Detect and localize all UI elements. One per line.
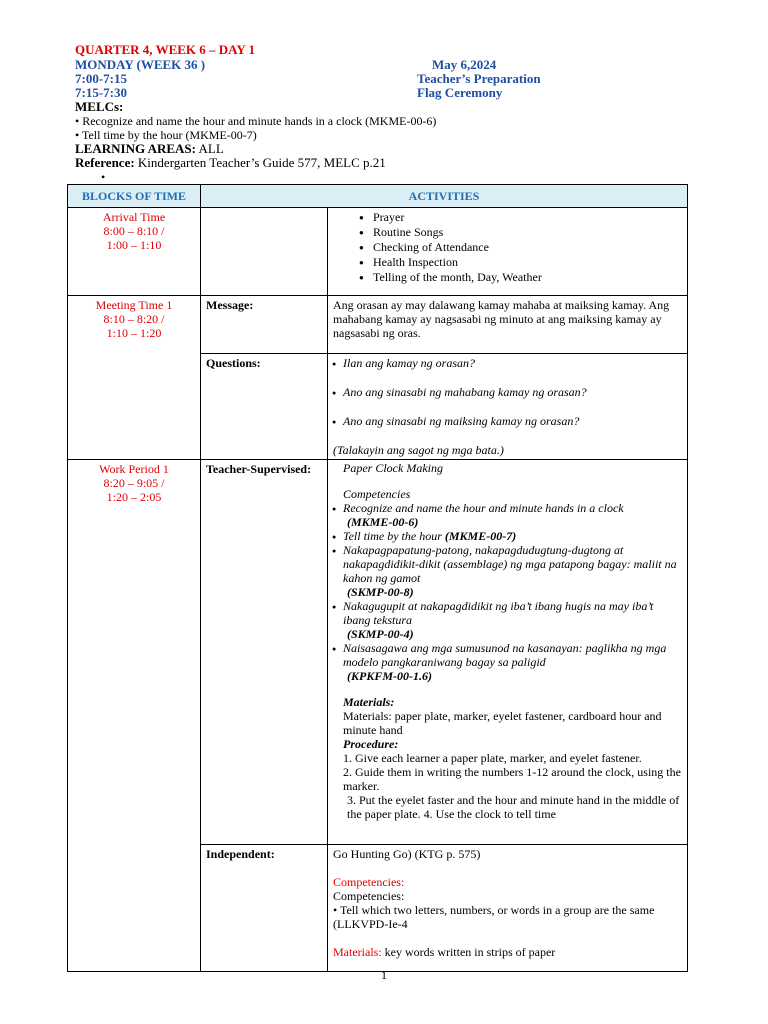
competency-2-text: Tell time by the hour (343, 529, 442, 543)
independent-materials (333, 945, 682, 959)
reference (75, 156, 386, 170)
time-slot-1-activity: Teacher’s Preparation (417, 71, 541, 86)
day-title: MONDAY (WEEK 36 ) (75, 57, 206, 72)
arrival-time-cell (68, 208, 201, 296)
work-period-range-2: 1:20 – 2:05 (106, 490, 162, 504)
procedure-step-3: 3. Put the eyelet faster and the hour and minute hand in the middle of the paper plate. 4. Use the clock to tell time (347, 793, 680, 821)
table-row (68, 208, 688, 296)
list-item: ● Telling of the month, Day, Weather (373, 270, 682, 285)
procedure-step-1: 1. Give each learner a paper plate, marker, and eyelet fastener. (343, 751, 642, 765)
list-item: ● Checking of Attendance (373, 240, 682, 255)
lesson-plan-table (67, 184, 688, 972)
activity-title: Paper Clock Making (343, 461, 443, 475)
question-2: ● Ano ang sinasabi ng mahabang kamay ng orasan? (333, 385, 682, 399)
table-header-row (68, 185, 688, 208)
date: May 6,2024 (432, 57, 497, 72)
independent-competency-1: • Tell which two letters, numbers, or words in a group are the same (LLKVPD-Ie-4 (333, 903, 655, 931)
question-3: ● Ano ang sinasabi ng maiksing kamay ng orasan? (333, 414, 682, 428)
reference-value: Kindergarten Teacher’s Guide 577, MELC p.21 (137, 155, 386, 170)
melc-item-2: • Tell time by the hour (MKME-00-7) (75, 128, 257, 142)
independent-competencies-label: Competencies: (333, 889, 405, 903)
independent-activity: Go Hunting Go) (KTG p. 575) (333, 847, 481, 861)
melc-item-1: • Recognize and name the hour and minute hands in a clock (MKME-00-6) (75, 114, 437, 128)
learning-areas (75, 142, 224, 156)
procedure-label: Procedure: (343, 737, 399, 751)
competency-1-code: (MKME-00-6) (347, 515, 419, 529)
competency-4-code: (SKMP-00-4) (347, 627, 414, 641)
materials-text: Materials: paper plate, marker, eyelet fastener, cardboard hour and minute hand (343, 709, 662, 737)
competency-2 (333, 529, 682, 543)
questions-label: Questions: (201, 354, 328, 460)
work-period-cell (68, 460, 201, 972)
competency-2-code: (MKME-00-7) (444, 529, 517, 543)
work-period-range-1: 8:20 – 9:05 / (103, 476, 165, 490)
list-item: ● Routine Songs (373, 225, 682, 240)
arrival-time-range-2: 1:00 – 1:10 (106, 238, 162, 252)
competencies-label: Competencies (343, 487, 411, 501)
table-row (68, 460, 688, 845)
arrival-activities-list (333, 210, 682, 285)
materials-label: Materials: (343, 695, 395, 709)
competency-4: ● Nakagugupit at nakapagdidikit ng iba’t ibang hugis na may iba’t ibang tekstura (333, 599, 682, 627)
competency-5-code: (KPKFM-00-1.6) (347, 669, 432, 683)
quarter-title: QUARTER 4, WEEK 6 – DAY 1 (75, 42, 256, 57)
meeting-time-range-1: 8:10 – 8:20 / (103, 312, 165, 326)
competency-1: ● Recognize and name the hour and minute hands in a clock (333, 501, 682, 515)
meeting-time-range-2: 1:10 – 1:20 (106, 326, 162, 340)
time-slot-2: 7:15-7:30 (75, 85, 127, 100)
blocks-of-time-header: BLOCKS OF TIME (68, 185, 201, 208)
message-text: Ang orasan ay may dalawang kamay mahaba at maiksing kamay. Ang mahabang kamay ay nagsasabi ng minuto at ang maiksing kamay ay nagsasabi ng oras. (328, 296, 688, 354)
question-1: ● Ilan ang kamay ng orasan? (333, 356, 682, 370)
table-row (68, 296, 688, 354)
competency-5: ● Naisasagawa ang mga sumusunod na kasanayan: paglikha ng mga modelo pangkaraniwang bagay sa paligid (333, 641, 682, 669)
meeting-time-name: Meeting Time 1 (95, 298, 173, 312)
independent-materials-label: Materials: (333, 945, 382, 959)
independent-materials-text: key words written in strips of paper (381, 945, 556, 959)
competency-3: ● Nakapagpapatung-patong, nakapagdudugtung-dugtong at nakapagdidikit-dikit (assemblage) ng mga patapong bagay: maliit na kahon ng gamot (333, 543, 682, 585)
page-number: 1 (381, 968, 387, 982)
empty-cell (201, 208, 328, 296)
list-item: ● Prayer (373, 210, 682, 225)
message-label: Message: (201, 296, 328, 354)
teacher-supervised-cell (328, 460, 688, 845)
learning-areas-value: ALL (198, 141, 224, 156)
arrival-activities-cell (328, 208, 688, 296)
competency-3-code: (SKMP-00-8) (347, 585, 414, 599)
teacher-supervised-label: Teacher-Supervised: (201, 460, 328, 845)
procedure-step-2: 2. Guide them in writing the numbers 1-12 around the clock, using the marker. (343, 765, 681, 793)
arrival-time-name: Arrival Time (102, 210, 166, 224)
discussion-note: (Talakayin ang sagot ng mga bata.) (333, 443, 504, 457)
stray-bullet: • (101, 170, 106, 184)
independent-cell (328, 845, 688, 972)
list-item: ● Health Inspection (373, 255, 682, 270)
time-slot-1: 7:00-7:15 (75, 71, 127, 86)
independent-competencies-heading: Competencies: (333, 875, 405, 889)
time-slot-2-activity: Flag Ceremony (417, 85, 503, 100)
melcs-label: MELCs: (75, 99, 124, 114)
independent-label: Independent: (201, 845, 328, 972)
arrival-time-range-1: 8:00 – 8:10 / (103, 224, 165, 238)
questions-cell (328, 354, 688, 460)
work-period-name: Work Period 1 (99, 462, 169, 476)
meeting-time-cell (68, 296, 201, 460)
learning-areas-label: LEARNING AREAS: (75, 141, 196, 156)
reference-label: Reference: (75, 155, 135, 170)
activities-header: ACTIVITIES (201, 185, 688, 208)
